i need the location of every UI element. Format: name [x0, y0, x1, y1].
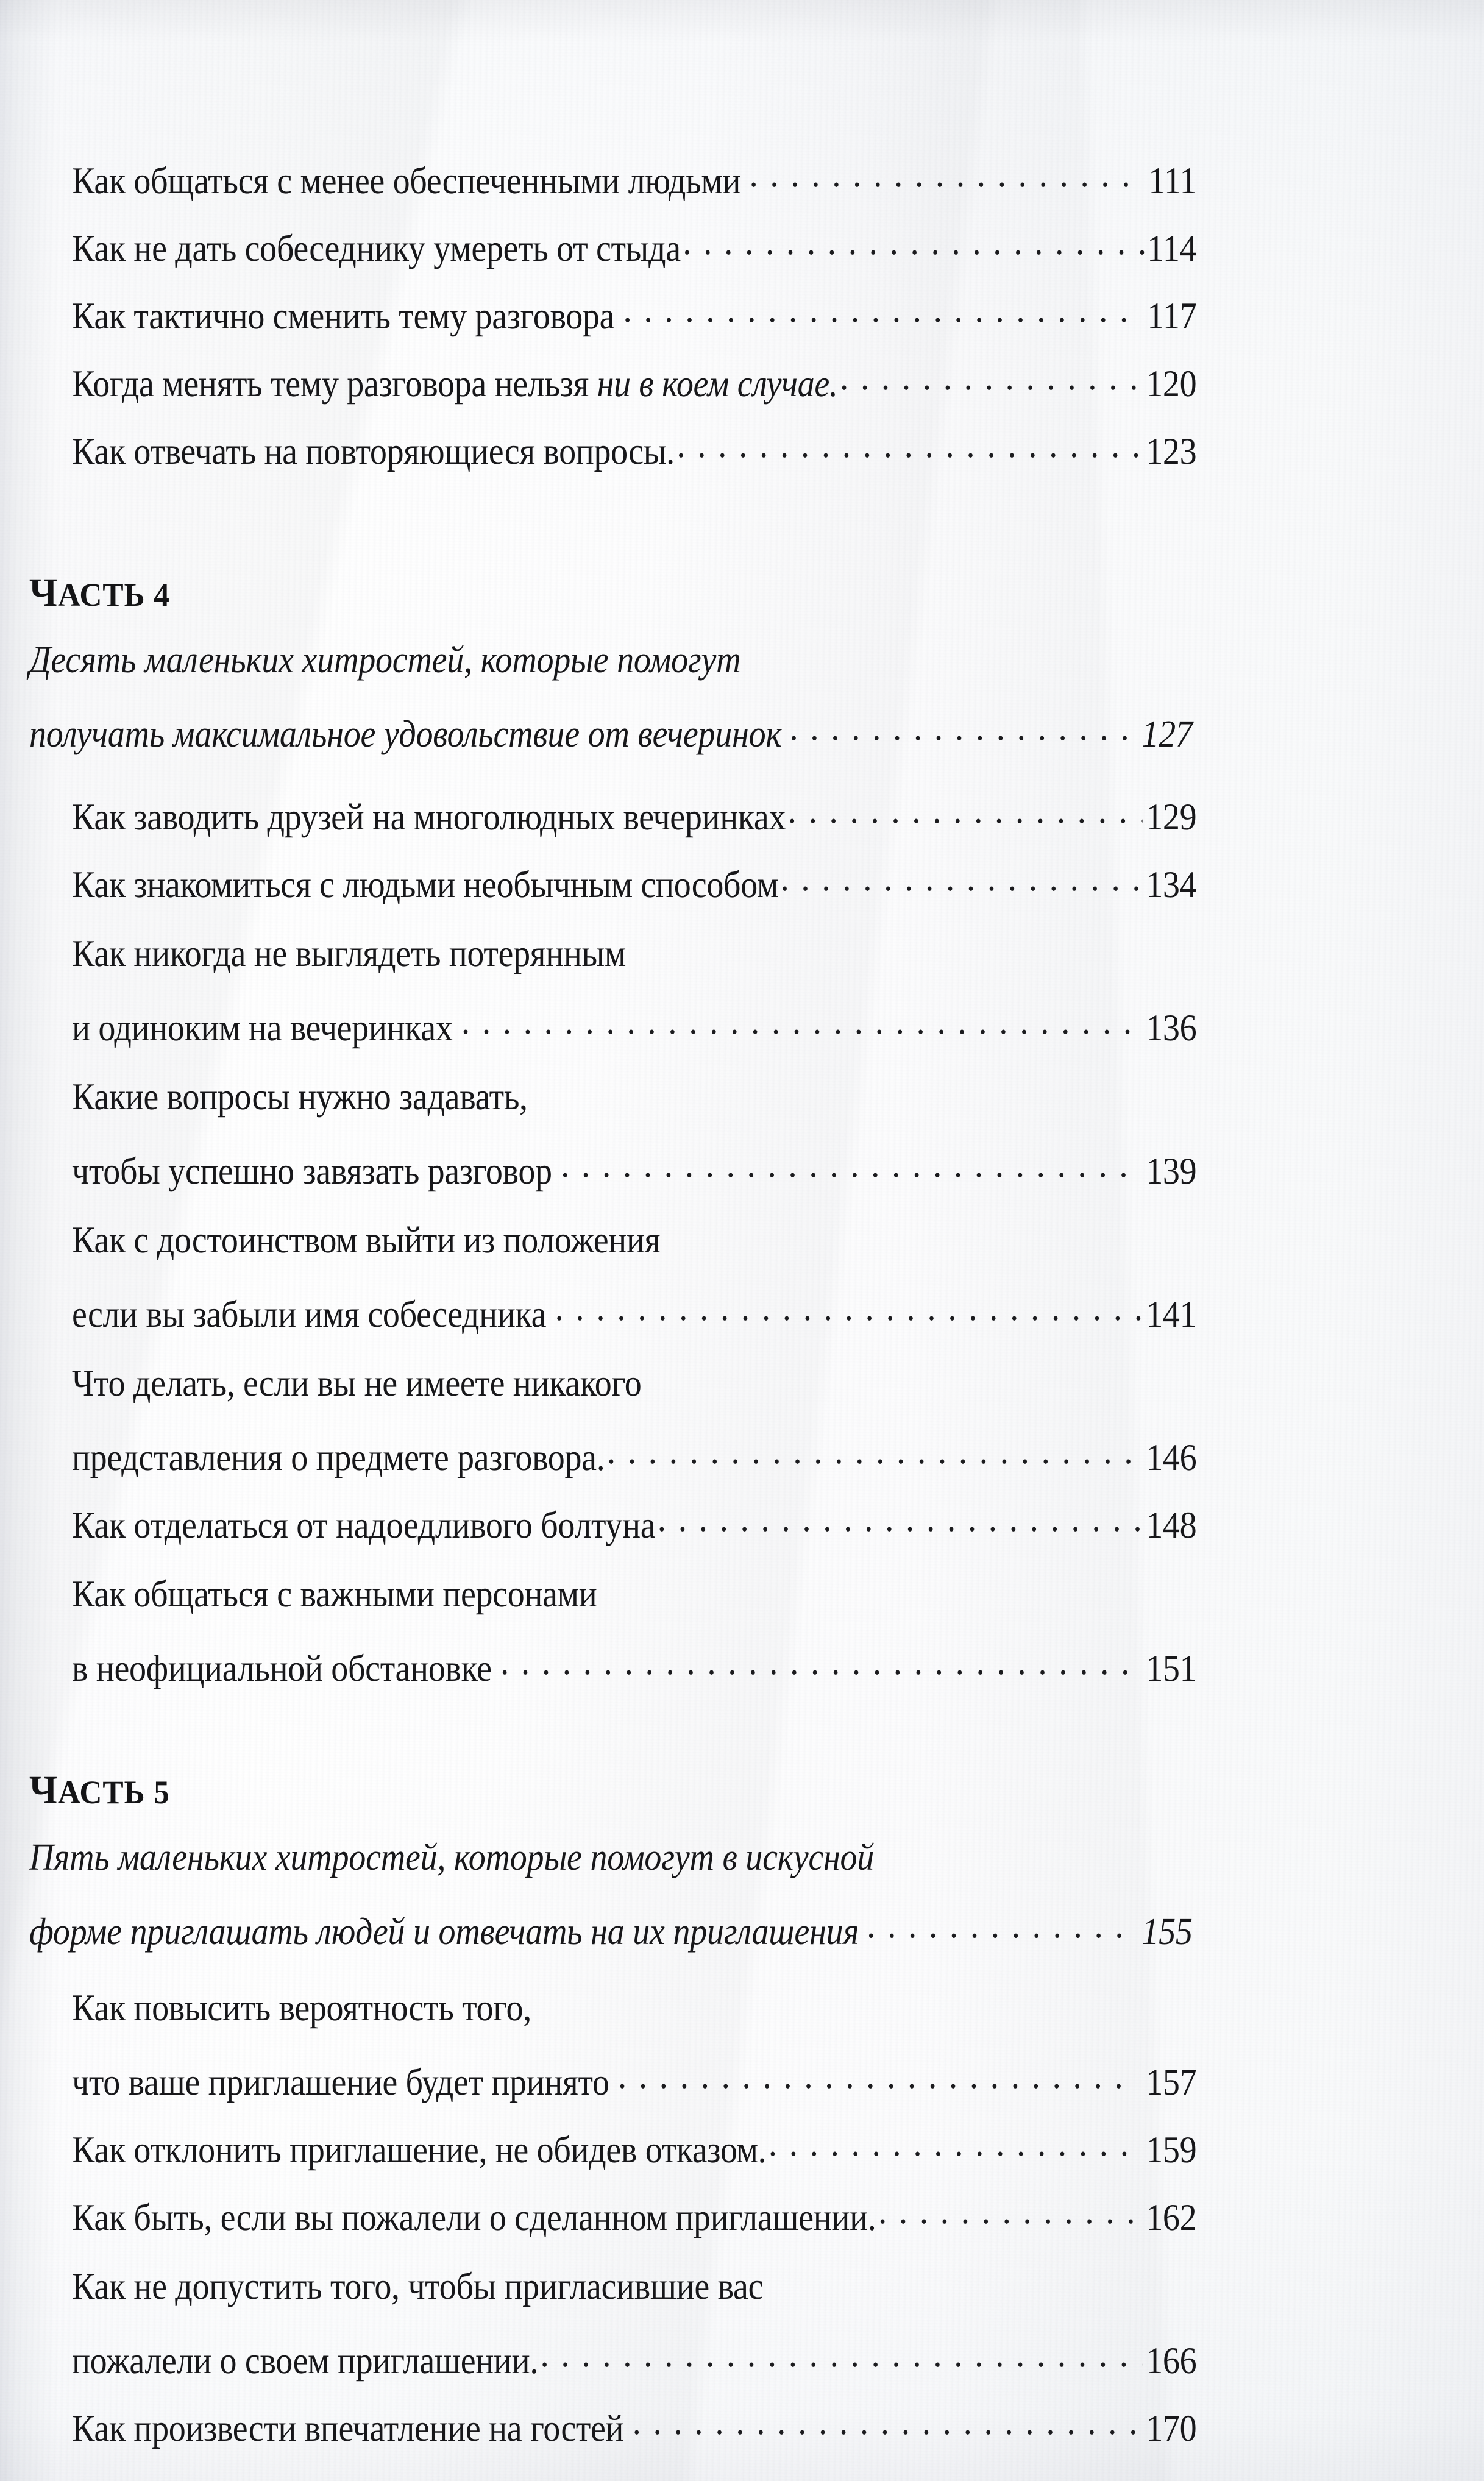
toc-entry-120[interactable]: [72, 358, 1196, 403]
toc-entry-title: Как тактично сменить тему разговора: [72, 296, 615, 337]
toc-page-number: 114: [1147, 228, 1197, 269]
part-4-heading: [29, 570, 170, 615]
dot-leader: [500, 1643, 1143, 1681]
dot-leader: [541, 2335, 1143, 2373]
toc-entry-157-line2[interactable]: [72, 2057, 1196, 2101]
part-5-heading: [29, 1770, 170, 1811]
dot-leader: [878, 2192, 1143, 2230]
toc-entry-139-line1[interactable]: [72, 1078, 536, 1116]
toc-entry-title: Как отвечать на повторяющиеся вопросы.: [72, 431, 675, 472]
toc-entry-title: Как не допустить того, чтобы пригласившие вас: [72, 2266, 764, 2307]
toc-entry-166-line1[interactable]: [72, 2268, 772, 2305]
toc-entry-title: Как никогда не выглядеть потерянным: [72, 933, 627, 974]
dot-leader: [461, 1003, 1136, 1040]
dot-leader: [683, 223, 1144, 261]
toc-entry-117[interactable]: [72, 291, 1196, 335]
toc-entry-136-line2[interactable]: [72, 1003, 1196, 1047]
toc-page-number: 159: [1146, 2129, 1197, 2171]
toc-entry-title: Как отделаться от надоедливого болтуна: [72, 1505, 656, 1546]
part-5-heading-rest: АСТЬ 5: [57, 1774, 170, 1811]
part-4-subtitle-text: получать максимальное удовольствие от вечеринок: [29, 714, 782, 755]
dot-leader: [561, 1146, 1136, 1184]
toc-entry-title: Как заводить друзей на многолюдных вечеринках: [72, 797, 786, 838]
toc-entry-title-cont: и одиноким на вечеринках: [72, 1007, 453, 1049]
toc-page-number: 157: [1146, 2062, 1197, 2103]
dot-leader: [623, 291, 1137, 328]
part-5-subtitle-text: Пять маленьких хитростей, которые помогут в искусной: [29, 1837, 875, 1878]
part-4-subtitle-line1: [29, 641, 750, 679]
toc-entry-title: [72, 365, 840, 403]
toc-entry-title-cont: в неофициальной обстановке: [72, 1648, 492, 1689]
part-4-subtitle-line2[interactable]: [29, 709, 1193, 753]
part-4-subtitle-text: Десять маленьких хитростей, которые помогут: [29, 639, 741, 681]
dot-leader: [555, 1289, 1143, 1327]
dot-leader: [750, 155, 1138, 193]
toc-entry-114[interactable]: [72, 223, 1196, 268]
toc-page-number: 129: [1146, 797, 1197, 838]
toc-entry-123[interactable]: [72, 426, 1196, 470]
toc-page-number: 146: [1146, 1437, 1197, 1478]
part-4-heading-initial: Ч: [29, 570, 58, 615]
toc-page-number: 134: [1146, 864, 1197, 906]
dot-leader: [618, 2057, 1136, 2095]
toc-page-number: 166: [1146, 2340, 1197, 2382]
toc-page-number: 151: [1146, 1648, 1197, 1689]
toc-entry-146-line1[interactable]: [72, 1365, 650, 1402]
dot-leader: [676, 426, 1142, 464]
toc-entry-title-cont: если вы забыли имя собеседника: [72, 1294, 547, 1335]
dot-leader: [607, 1432, 1143, 1470]
toc-page-number: 111: [1148, 160, 1197, 202]
toc-entry-title: Как знакомиться с людьми необычным способом: [72, 864, 778, 906]
dot-leader: [788, 792, 1143, 829]
toc-entry-title: Как общаться с менее обеспеченными людьми: [72, 160, 741, 202]
part-5-subtitle-text: форме приглашать людей и отвечать на их приглашения: [29, 1911, 859, 1953]
toc-entry-title: Как общаться с важными персонами: [72, 1574, 597, 1615]
dot-leader: [769, 2124, 1143, 2162]
toc-page-number: 117: [1147, 296, 1197, 337]
toc-entry-title: Как не дать собеседнику умереть от стыда: [72, 228, 681, 269]
toc-entry-151-line2[interactable]: [72, 1643, 1196, 1688]
toc-page-number: 139: [1146, 1151, 1197, 1192]
toc-entry-title-roman: Когда менять тему разговора нельзя: [72, 363, 597, 405]
toc-entry-136-line1[interactable]: [72, 935, 635, 973]
toc-page-number: 136: [1146, 1007, 1197, 1049]
toc-entry-141-line2[interactable]: [72, 1289, 1196, 1333]
toc-entry-151-line1[interactable]: [72, 1575, 606, 1613]
toc-entry-148[interactable]: [72, 1500, 1196, 1544]
toc-entry-title: Как с достоинством выйти из положения: [72, 1219, 661, 1261]
toc-entry-111[interactable]: [72, 155, 1196, 200]
part-4-page-number: 127: [1141, 714, 1193, 755]
dot-leader: [868, 1906, 1132, 1944]
toc-entry-title: Как быть, если вы пожалели о сделанном приглашении.: [72, 2197, 876, 2238]
toc-entry-title-cont: представления о предмете разговора.: [72, 1437, 605, 1478]
toc-entry-146-line2[interactable]: [72, 1432, 1196, 1477]
toc-page-number: 162: [1146, 2197, 1197, 2238]
toc-entry-129[interactable]: [72, 792, 1196, 836]
toc-page-number: 141: [1146, 1294, 1197, 1335]
toc-entry-170[interactable]: [72, 2403, 1196, 2447]
part-5-subtitle-line2[interactable]: [29, 1906, 1193, 1951]
toc-entry-title: Какие вопросы нужно задавать,: [72, 1076, 528, 1118]
dot-leader: [781, 859, 1143, 897]
toc-page-number: 120: [1146, 363, 1197, 405]
part-4-heading-rest: АСТЬ 4: [57, 577, 170, 613]
toc-entry-title: Как произвести впечатление на гостей: [72, 2408, 624, 2449]
part-5-subtitle-line1: [29, 1839, 883, 1876]
toc-page-number: 148: [1146, 1505, 1197, 1546]
toc-entry-title-cont: чтобы успешно завязать разговор: [72, 1151, 552, 1192]
toc-page-number: 170: [1146, 2408, 1197, 2449]
toc-entry-title: Как отклонить приглашение, не обидев отказом.: [72, 2129, 767, 2171]
toc-entry-title-cont: пожалели о своем приглашении.: [72, 2340, 538, 2382]
dot-leader: [658, 1500, 1143, 1538]
dot-leader: [840, 358, 1143, 396]
toc-entry-139-line2[interactable]: [72, 1146, 1196, 1190]
toc-entry-title: Как повысить вероятность того,: [72, 1987, 531, 2029]
part-5-heading-initial: Ч: [29, 1768, 58, 1812]
toc-entry-141-line1[interactable]: [72, 1221, 669, 1259]
toc-page-number: 123: [1146, 431, 1197, 472]
toc-entry-title-italic: ни в коем случае.: [597, 363, 838, 405]
dot-leader: [633, 2403, 1136, 2441]
dot-leader: [790, 709, 1132, 747]
toc-entry-title: Что делать, если вы не имеете никакого: [72, 1363, 642, 1404]
toc-entry-159[interactable]: [72, 2124, 1196, 2169]
part-5-page-number: 155: [1141, 1911, 1193, 1953]
toc-entry-166-line2[interactable]: [72, 2335, 1196, 2380]
toc-entry-title-cont: что ваше приглашение будет принято: [72, 2062, 609, 2103]
toc-entry-134[interactable]: [72, 859, 1196, 904]
toc-entry-157-line1[interactable]: [72, 1989, 540, 2027]
toc-entry-162[interactable]: [72, 2192, 1196, 2237]
